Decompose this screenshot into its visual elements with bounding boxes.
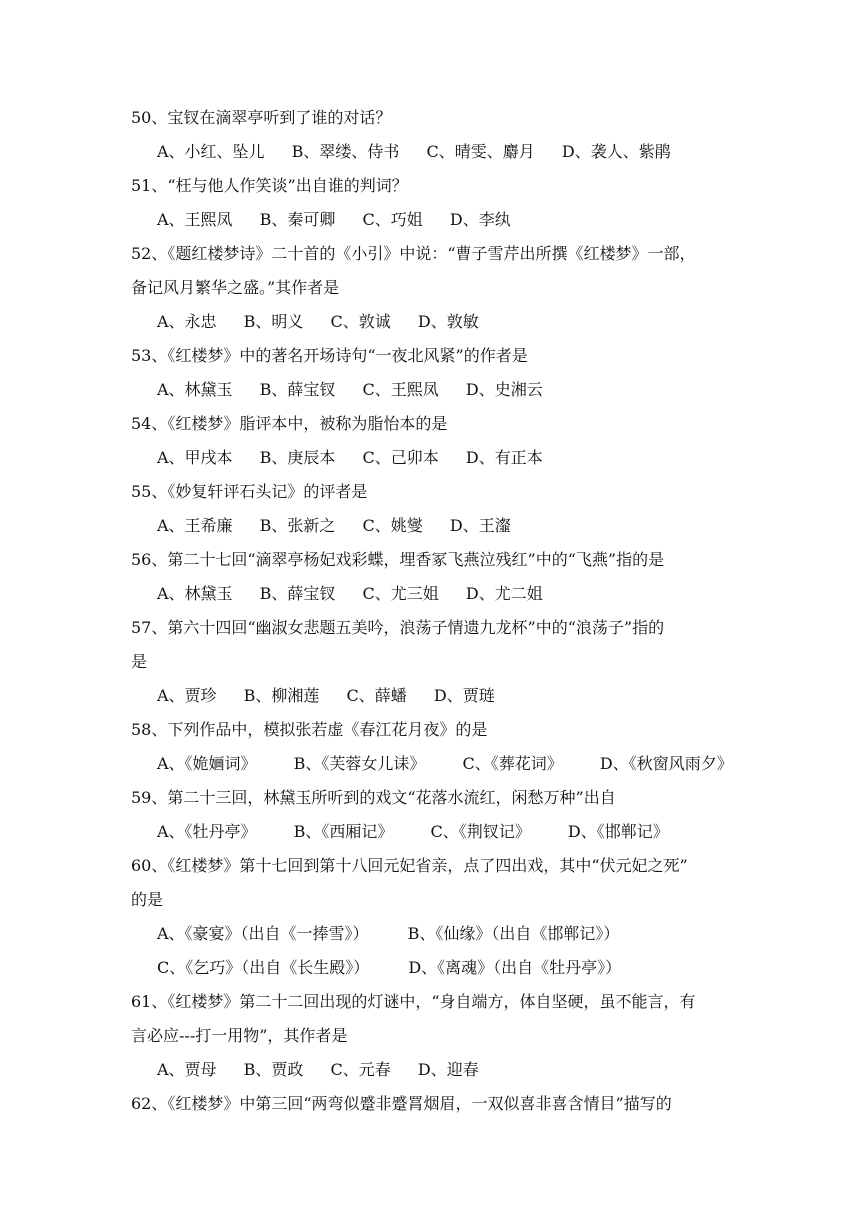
option-a: A、贾母 <box>157 1060 217 1079</box>
question-56-text: 56、第二十七回“滴翠亭杨妃戏彩蝶，埋香冢飞燕泣残红”中的“飞燕”指的是 <box>131 550 665 569</box>
option-b: B、秦可卿 <box>259 210 336 229</box>
question-51-text: 51、“枉与他人作笑谈”出自谁的判词？ <box>131 176 408 195</box>
question-58-options <box>131 747 751 781</box>
option-a: A、《姽婳词》 <box>157 754 257 773</box>
option-a: A、贾珍 <box>157 686 217 705</box>
option-d: D、《邯郸记》 <box>567 822 669 841</box>
option-b: B、柳湘莲 <box>243 686 320 705</box>
option-b: B、薛宝钗 <box>259 584 336 603</box>
question-53-text: 53、《红楼梦》中的著名开场诗句“一夜北风紧”的作者是 <box>131 346 528 365</box>
question-54-options <box>131 441 751 475</box>
question-61-text-line2: 言必应---打一用物”，其作者是 <box>131 1026 348 1045</box>
option-b: B、《西厢记》 <box>293 822 394 841</box>
question-59-options <box>131 815 751 849</box>
option-b: B、翠缕、侍书 <box>291 142 400 161</box>
option-a: A、林黛玉 <box>157 584 233 603</box>
option-d: D、王瀣 <box>449 516 511 535</box>
question-51-options <box>131 203 751 237</box>
option-c: C、王熙凤 <box>362 380 439 399</box>
option-c: C、己卯本 <box>362 448 439 467</box>
option-d: D、有正本 <box>465 448 543 467</box>
question-list <box>131 101 751 1121</box>
option-d: D、《秋窗风雨夕》 <box>599 754 733 773</box>
option-b: B、《仙缘》（出自《邯郸记》） <box>407 924 620 943</box>
question-58-text: 58、下列作品中，模拟张若虚《春江花月夜》的是 <box>131 720 488 739</box>
question-56-options <box>131 577 751 611</box>
question-61-options <box>131 1053 751 1087</box>
option-d: D、迎春 <box>417 1060 479 1079</box>
option-a: A、小红、坠儿 <box>157 142 265 161</box>
question-55-text: 55、《妙复轩评石头记》的评者是 <box>131 482 368 501</box>
question-60-options-row2 <box>131 951 751 985</box>
option-b: B、薛宝钗 <box>259 380 336 399</box>
option-a: A、永忠 <box>157 312 217 331</box>
question-62-text: 62、《红楼梦》中第三回“两弯似蹙非蹙罥烟眉，一双似喜非喜含情目”描写的 <box>131 1094 672 1113</box>
option-b: B、《芙蓉女儿诔》 <box>293 754 426 773</box>
option-c: C、敦诚 <box>330 312 391 331</box>
question-52-text-line1: 52、《题红楼梦诗》二十首的《小引》中说：“曹子雪芹出所撰《红楼梦》一部， <box>131 244 696 263</box>
question-52-text-line2: 备记风月繁华之盛。”其作者是 <box>131 278 340 297</box>
option-a: A、王希廉 <box>157 516 233 535</box>
question-52-options <box>131 305 751 339</box>
option-d: D、《离魂》（出自《牡丹亭》） <box>408 958 622 977</box>
option-d: D、敦敏 <box>417 312 479 331</box>
question-50-options <box>131 135 751 169</box>
option-a: A、王熙凤 <box>157 210 233 229</box>
option-b: B、明义 <box>243 312 304 331</box>
option-c: C、巧姐 <box>362 210 423 229</box>
option-a: A、甲戌本 <box>157 448 233 467</box>
option-d: D、贾琏 <box>433 686 495 705</box>
option-b: B、张新之 <box>259 516 336 535</box>
question-53-options <box>131 373 751 407</box>
question-61-text-line1: 61、《红楼梦》第二十二回出现的灯谜中，“身自端方，体自坚硬，虽不能言，有 <box>131 992 696 1011</box>
question-60-text-line2: 的是 <box>131 890 164 909</box>
option-c: C、姚燮 <box>362 516 423 535</box>
question-54-text: 54、《红楼梦》脂评本中，被称为脂怡本的是 <box>131 414 448 433</box>
option-b: B、贾政 <box>243 1060 304 1079</box>
question-57-options <box>131 679 751 713</box>
option-d: D、李纨 <box>449 210 511 229</box>
option-a: A、《豪宴》（出自《一捧雪》） <box>157 924 369 943</box>
option-c: C、薛蟠 <box>346 686 407 705</box>
option-c: C、《葬花词》 <box>462 754 563 773</box>
question-57-text-line1: 57、第六十四回“幽淑女悲题五美吟，浪荡子情遗九龙杯”中的“浪荡子”指的 <box>131 618 665 637</box>
option-a: A、《牡丹亭》 <box>157 822 257 841</box>
option-a: A、林黛玉 <box>157 380 233 399</box>
option-b: B、庚辰本 <box>259 448 336 467</box>
question-57-text-line2: 是 <box>131 652 148 671</box>
option-d: D、袭人、紫鹃 <box>561 142 671 161</box>
option-c: C、《荆钗记》 <box>430 822 531 841</box>
option-c: C、尤三姐 <box>362 584 439 603</box>
question-60-text-line1: 60、《红楼梦》第十七回到第十八回元妃省亲，点了四出戏，其中“伏元妃之死” <box>131 856 688 875</box>
question-59-text: 59、第二十三回，林黛玉所听到的戏文“花落水流红，闲愁万种”出自 <box>131 788 616 807</box>
question-50-text: 50、宝钗在滴翠亭听到了谁的对话？ <box>131 108 392 127</box>
question-60-options-row1 <box>131 917 751 951</box>
option-d: D、史湘云 <box>465 380 543 399</box>
question-55-options <box>131 509 751 543</box>
option-d: D、尤二姐 <box>465 584 543 603</box>
option-c: C、元春 <box>330 1060 391 1079</box>
option-c: C、晴雯、麝月 <box>426 142 535 161</box>
option-c: C、《乞巧》（出自《长生殿》） <box>157 958 370 977</box>
